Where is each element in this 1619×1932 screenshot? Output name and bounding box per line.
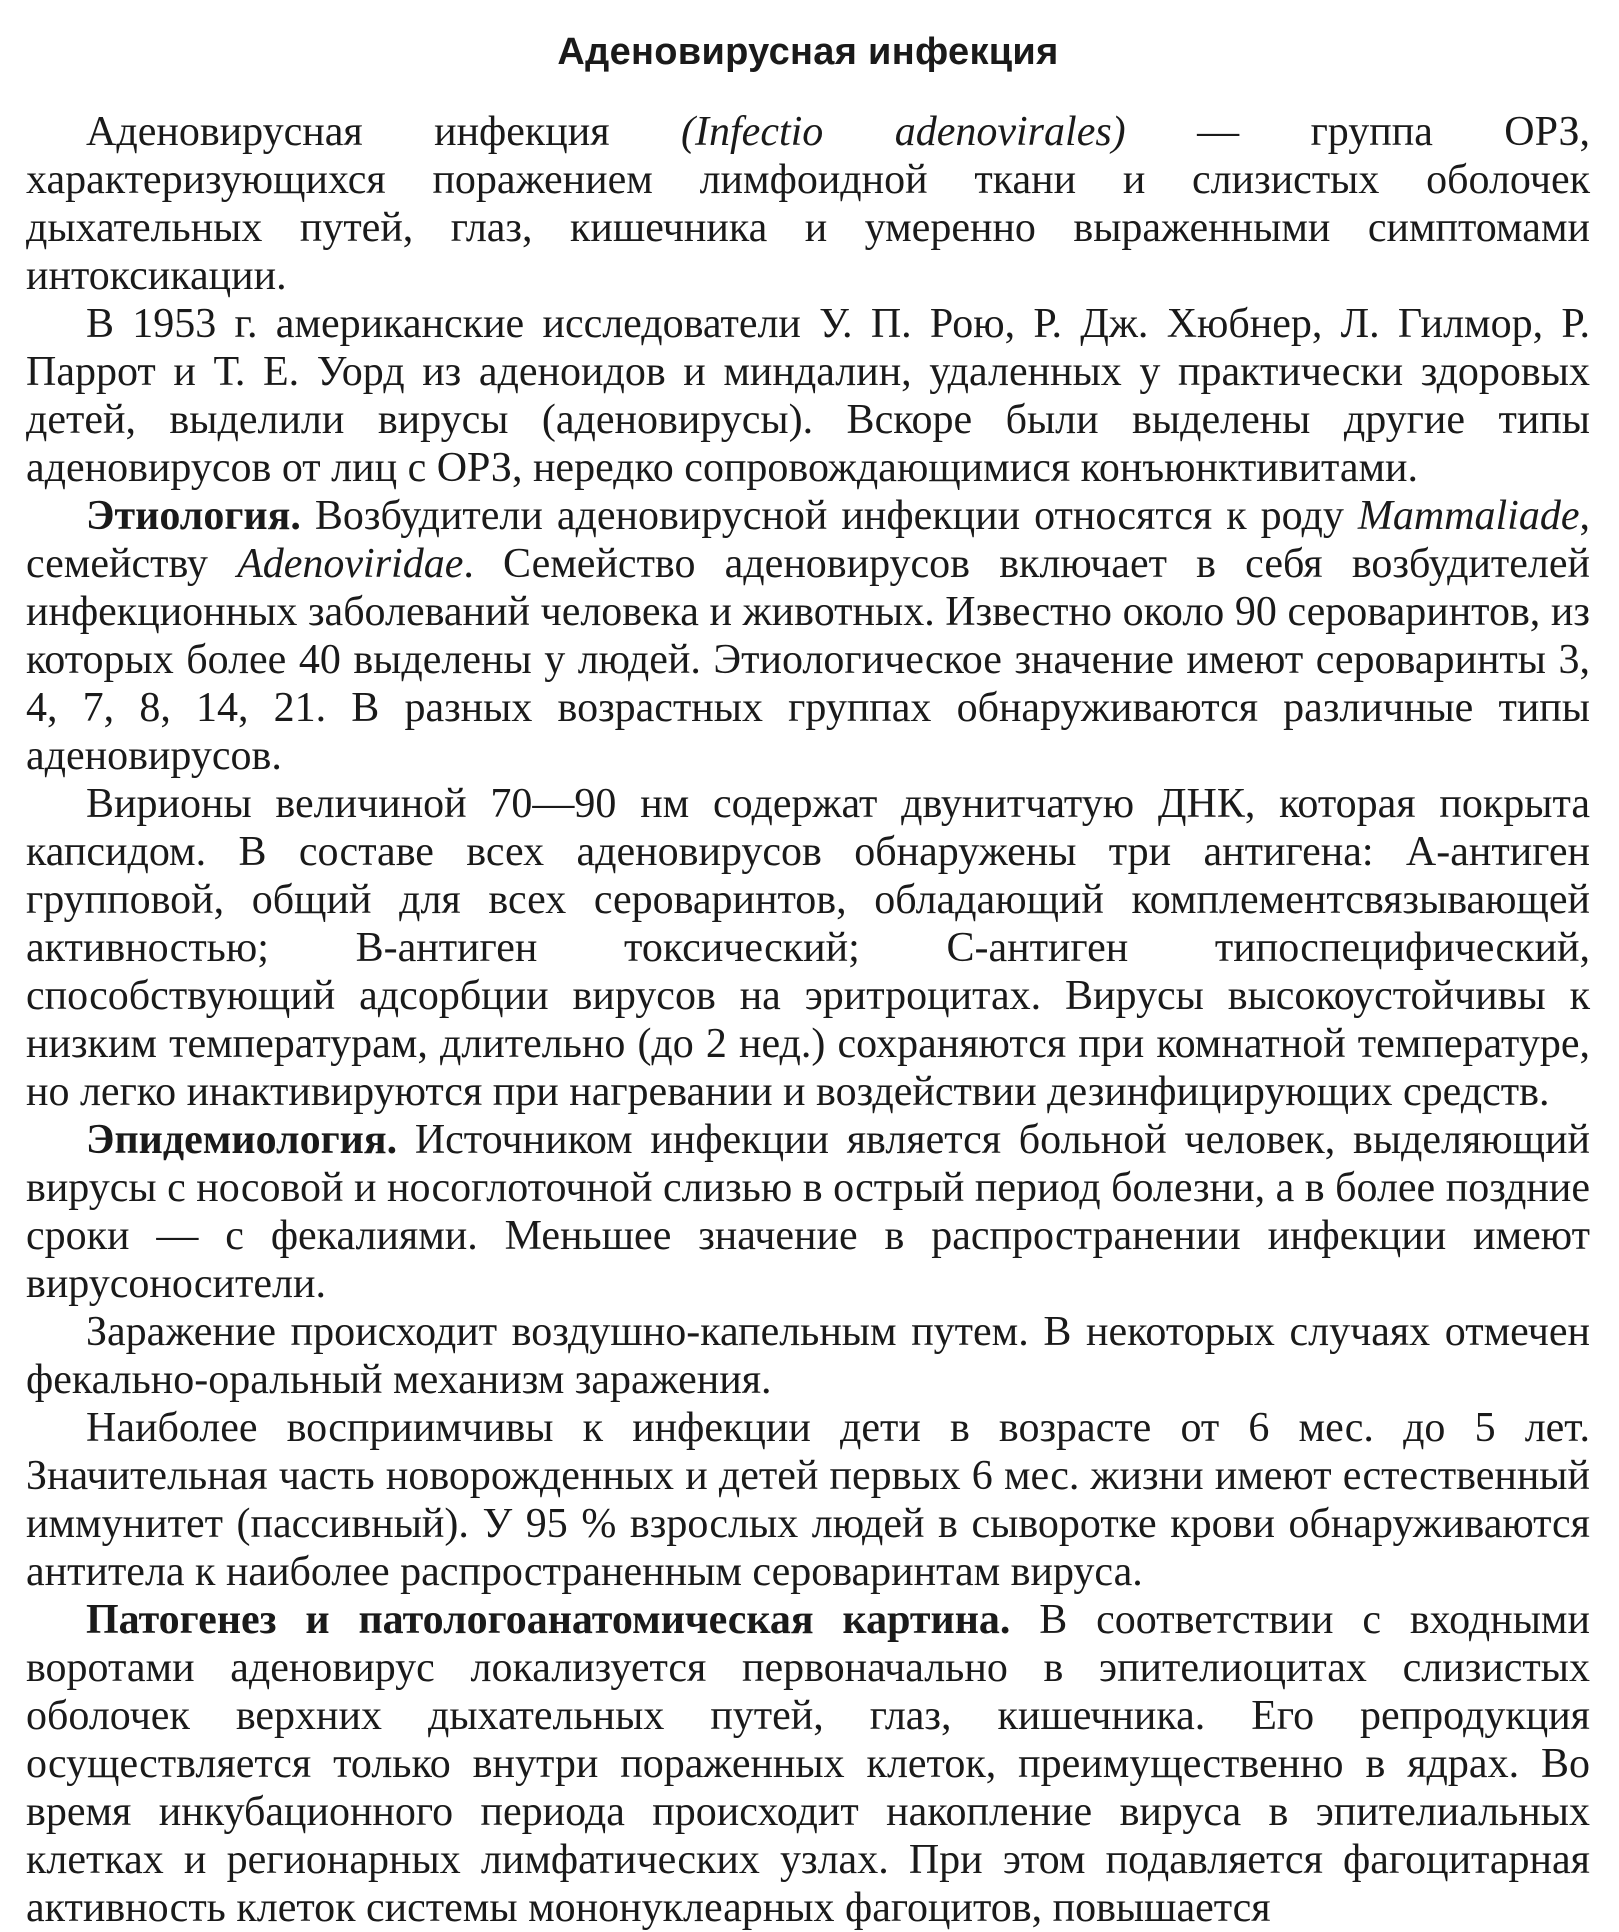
etiology-paragraph-2: Вирионы величиной 70—90 нм содержат двунитчатую ДНК, которая покрыта капсидом. В составе всех аденовирусов обнаружены три антигена: А-антиген групповой, общий для всех сероваринтов, обладающий комплементсвязывающей активностью; В-антиген токсический; С-антиген типоспецифический, способствующий адсорбции вирусов на эритроцитах. Вирусы высокоустойчивы к низким температурам, длительно (до 2 нед.) сохраняются при комнатной температуре, но легко инактивируются при нагревании и воздействии дезинфицирующих средств. [26, 781, 1590, 1115]
pathogenesis-text: В соответствии с входными воротами аденовирус локализуется первоначально в эпителиоцитах слизистых оболочек верхних дыхательных путей, глаз, кишечника. Его репродукция осуществляется только внутри пораженных клеток, преимущественно в ядрах. Во время инкубационного периода происходит накопление вируса в эпителиальных клетках и регионарных лимфатических узлах. При этом подавляется фагоцитарная активность клеток системы мононуклеарных фагоцитов, повышается [26, 1597, 1590, 1931]
epidemiology-text: Источником инфекции является больной человек, выделяющий вирусы с носовой и носоглоточной слизью в острый период болезни, а в более поздние сроки — с фекалиями. Меньшее значение в распространении инфекции имеют вирусоносители. [26, 1117, 1590, 1307]
intro-paragraph-2: В 1953 г. американские исследователи У. П. Рою, Р. Дж. Хюбнер, Л. Гилмор, Р. Паррот и Т. Е. Уорд из аденоидов и миндалин, удаленных у практически здоровых детей, выделили вирусы (аденовирусы). Вскоре были выделены другие типы аденовирусов от лиц с ОРЗ, нередко сопровождающимися конъюнктивитами. [26, 301, 1590, 491]
epidemiology-paragraph-2: Заражение происходит воздушно-капельным путем. В некоторых случаях отмечен фекально-оральный механизм заражения. [26, 1309, 1590, 1403]
pathogenesis-paragraph-1 [26, 1596, 1590, 1932]
intro-text-a: Аденовирусная инфекция [86, 109, 682, 155]
intro-text-b: — группа ОРЗ, характеризующихся поражением лимфоидной ткани и слизистых оболочек дыхательных путей, глаз, кишечника и умеренно выраженными симптомами интоксикации. [26, 109, 1591, 299]
etiology-heading: Этиология. [86, 493, 301, 539]
etiology-text-a: Возбудители аденовирусной инфекции относятся к роду [300, 493, 1358, 539]
section-heading: Аденовирусная инфекция [557, 31, 1059, 73]
etiology-paragraph-1 [26, 492, 1590, 780]
etiology-text-b: , семейству [26, 493, 1590, 587]
document-page [26, 22, 1590, 1932]
genus-name: Mammaliade [1357, 493, 1580, 539]
etiology-text-c: . Семейство аденовирусов включает в себя возбудителей инфекционных заболеваний человека и животных. Известно около 90 сероваринтов, из которых более 40 выделены у людей. Этиологическое значение имеют сероваринты 3, 4, 7, 8, 14, 21. В разных возрастных группах обнаруживаются различные типы аденовирусов. [26, 541, 1590, 779]
family-name: Adenoviridae [237, 541, 464, 587]
epidemiology-paragraph-3: Наиболее восприимчивы к инфекции дети в возрасте от 6 мес. до 5 лет. Значительная часть новорожденных и детей первых 6 мес. жизни имеют естественный иммунитет (пассивный). У 95 % взрослых людей в сыворотке крови обнаруживаются антитела к наиболее распространенным сероваринтам вируса. [26, 1405, 1590, 1595]
epidemiology-paragraph-1 [26, 1116, 1590, 1308]
intro-paragraph-1 [26, 108, 1590, 300]
latin-name: (Infectio adenovirales) [681, 109, 1126, 155]
epidemiology-heading: Эпидемиология. [86, 1117, 398, 1163]
pathogenesis-heading: Патогенез и патологоанатомическая картина. [86, 1597, 1011, 1643]
